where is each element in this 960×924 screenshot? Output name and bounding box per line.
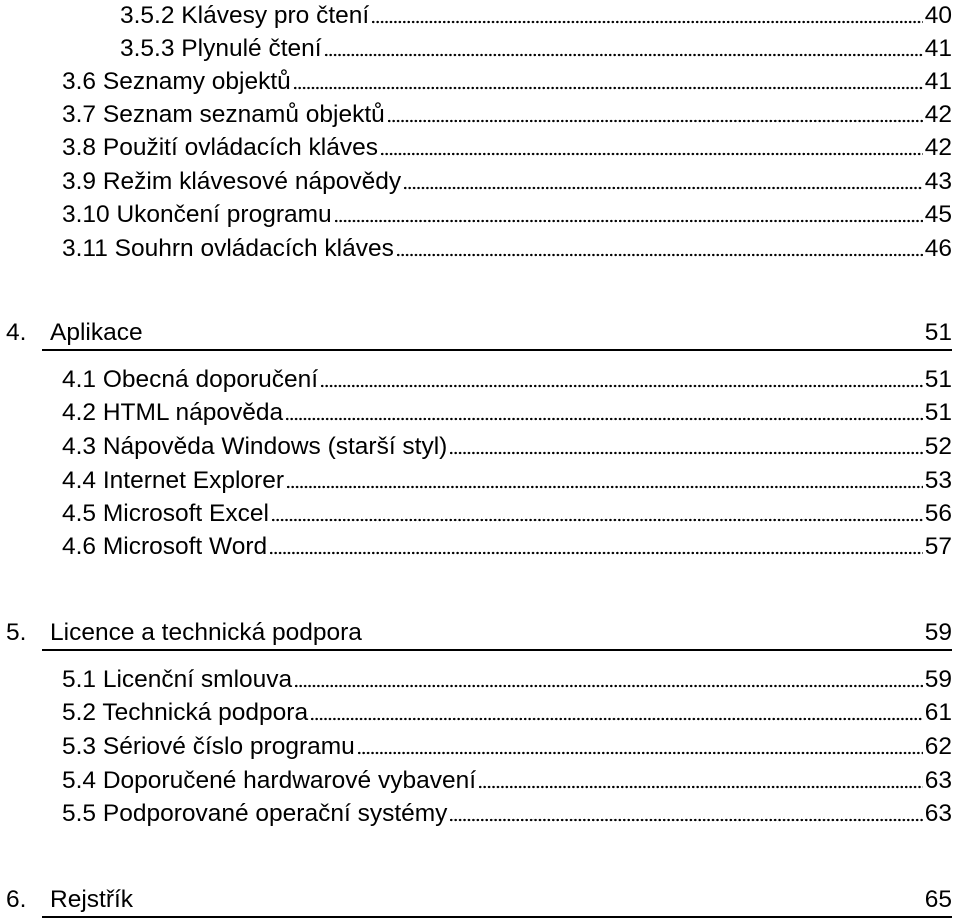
- toc-chapter-heading: [6, 317, 952, 351]
- dot-leader: [269, 531, 923, 563]
- toc-entry: [120, 0, 952, 32]
- toc-entry-label: 4.5 Microsoft Excel: [62, 500, 269, 527]
- toc-entry: [62, 364, 952, 396]
- toc-entry: [62, 199, 952, 231]
- toc-entry-page: 45: [924, 201, 952, 228]
- toc-entry: [62, 132, 952, 164]
- toc-entry: [62, 99, 952, 131]
- toc-entry-page: 53: [924, 467, 952, 494]
- toc-entry-label: 3.11 Souhrn ovládacích kláves: [62, 235, 394, 262]
- toc-entry-label: 3.7 Seznam seznamů objektů: [62, 101, 385, 128]
- dot-leader: [403, 166, 923, 198]
- toc-entry-page: 61: [924, 699, 952, 726]
- toc-entry-page: 42: [924, 134, 952, 161]
- chapter-title: Rejstřík: [50, 886, 134, 913]
- dot-leader: [357, 731, 923, 763]
- toc-entry-page: 51: [924, 366, 952, 393]
- toc-entry: [62, 531, 952, 563]
- dot-leader: [293, 66, 923, 98]
- dot-leader: [324, 33, 923, 65]
- toc-entry-page: 46: [924, 235, 952, 262]
- dot-leader: [310, 697, 923, 729]
- toc-entry: [62, 731, 952, 763]
- dot-leader: [387, 99, 923, 131]
- toc-entry-label: 4.4 Internet Explorer: [62, 467, 284, 494]
- toc-entry-label: 5.1 Licenční smlouva: [62, 666, 293, 693]
- toc-entry-page: 51: [924, 399, 952, 426]
- chapter-page: 59: [924, 619, 952, 646]
- toc-entry-page: 63: [924, 767, 952, 794]
- dot-leader: [334, 199, 923, 231]
- toc-entry: [62, 664, 952, 696]
- toc-entry-page: 59: [924, 666, 952, 693]
- toc-entry: [62, 66, 952, 98]
- toc-entry-page: 41: [924, 35, 952, 62]
- dot-leader: [449, 798, 922, 830]
- toc-entry: [120, 33, 952, 65]
- toc-entry: [62, 431, 952, 463]
- toc-entry-label: 4.2 HTML nápověda: [62, 399, 284, 426]
- toc-entry: [62, 465, 952, 497]
- toc-entry-page: 42: [924, 101, 952, 128]
- dot-leader: [380, 132, 923, 164]
- chapter-page: 51: [924, 319, 952, 346]
- toc-entry-page: 41: [924, 68, 952, 95]
- toc-entry-label: 5.5 Podporované operační systémy: [62, 800, 448, 827]
- toc-entry-page: 56: [924, 500, 952, 527]
- chapter-underline: [42, 617, 952, 651]
- toc-entry-label: 4.1 Obecná doporučení: [62, 366, 319, 393]
- toc-entry-label: 3.9 Režim klávesové nápovědy: [62, 168, 402, 195]
- toc-entry-label: 5.2 Technická podpora: [62, 699, 309, 726]
- toc-chapter-heading: [6, 617, 952, 651]
- chapter-number: 4.: [6, 319, 27, 346]
- toc-entry: [62, 397, 952, 429]
- toc-entry-label: 4.3 Nápověda Windows (starší styl): [62, 433, 448, 460]
- dot-leader: [371, 0, 923, 32]
- chapter-page: 65: [924, 886, 952, 913]
- toc-entry-label: 3.6 Seznamy objektů: [62, 68, 291, 95]
- toc-entry-label: 3.8 Použití ovládacích kláves: [62, 134, 378, 161]
- chapter-underline: [42, 317, 952, 351]
- toc-entry: [62, 498, 952, 530]
- toc-entry-label: 3.5.2 Klávesy pro čtení: [120, 2, 370, 29]
- toc-entry: [62, 765, 952, 797]
- toc-entry: [62, 233, 952, 265]
- dot-leader: [449, 431, 922, 463]
- chapter-underline: [42, 884, 952, 918]
- toc-entry: [62, 166, 952, 198]
- dot-leader: [478, 765, 923, 797]
- chapter-number: 6.: [6, 886, 27, 913]
- toc-entry-page: 62: [924, 733, 952, 760]
- dot-leader: [286, 465, 923, 497]
- toc-entry-label: 5.3 Sériové číslo programu: [62, 733, 355, 760]
- chapter-title: Licence a technická podpora: [50, 619, 362, 646]
- toc-entry-page: 57: [924, 533, 952, 560]
- toc-entry-label: 5.4 Doporučené hardwarové vybavení: [62, 767, 477, 794]
- toc-entry-page: 40: [924, 2, 952, 29]
- toc-entry-page: 43: [924, 168, 952, 195]
- toc-entry-page: 52: [924, 433, 952, 460]
- dot-leader: [320, 364, 923, 396]
- toc-entry-page: 63: [924, 800, 952, 827]
- toc-entry-label: 3.5.3 Plynulé čtení: [120, 35, 322, 62]
- toc-entry: [62, 697, 952, 729]
- toc-entry-label: 3.10 Ukončení programu: [62, 201, 332, 228]
- dot-leader: [294, 664, 923, 696]
- dot-leader: [271, 498, 923, 530]
- dot-leader: [285, 397, 923, 429]
- toc-entry: [62, 798, 952, 830]
- chapter-title: Aplikace: [50, 319, 143, 346]
- toc-entry-label: 4.6 Microsoft Word: [62, 533, 268, 560]
- toc-chapter-heading: [6, 884, 952, 918]
- dot-leader: [396, 233, 923, 265]
- chapter-number: 5.: [6, 619, 27, 646]
